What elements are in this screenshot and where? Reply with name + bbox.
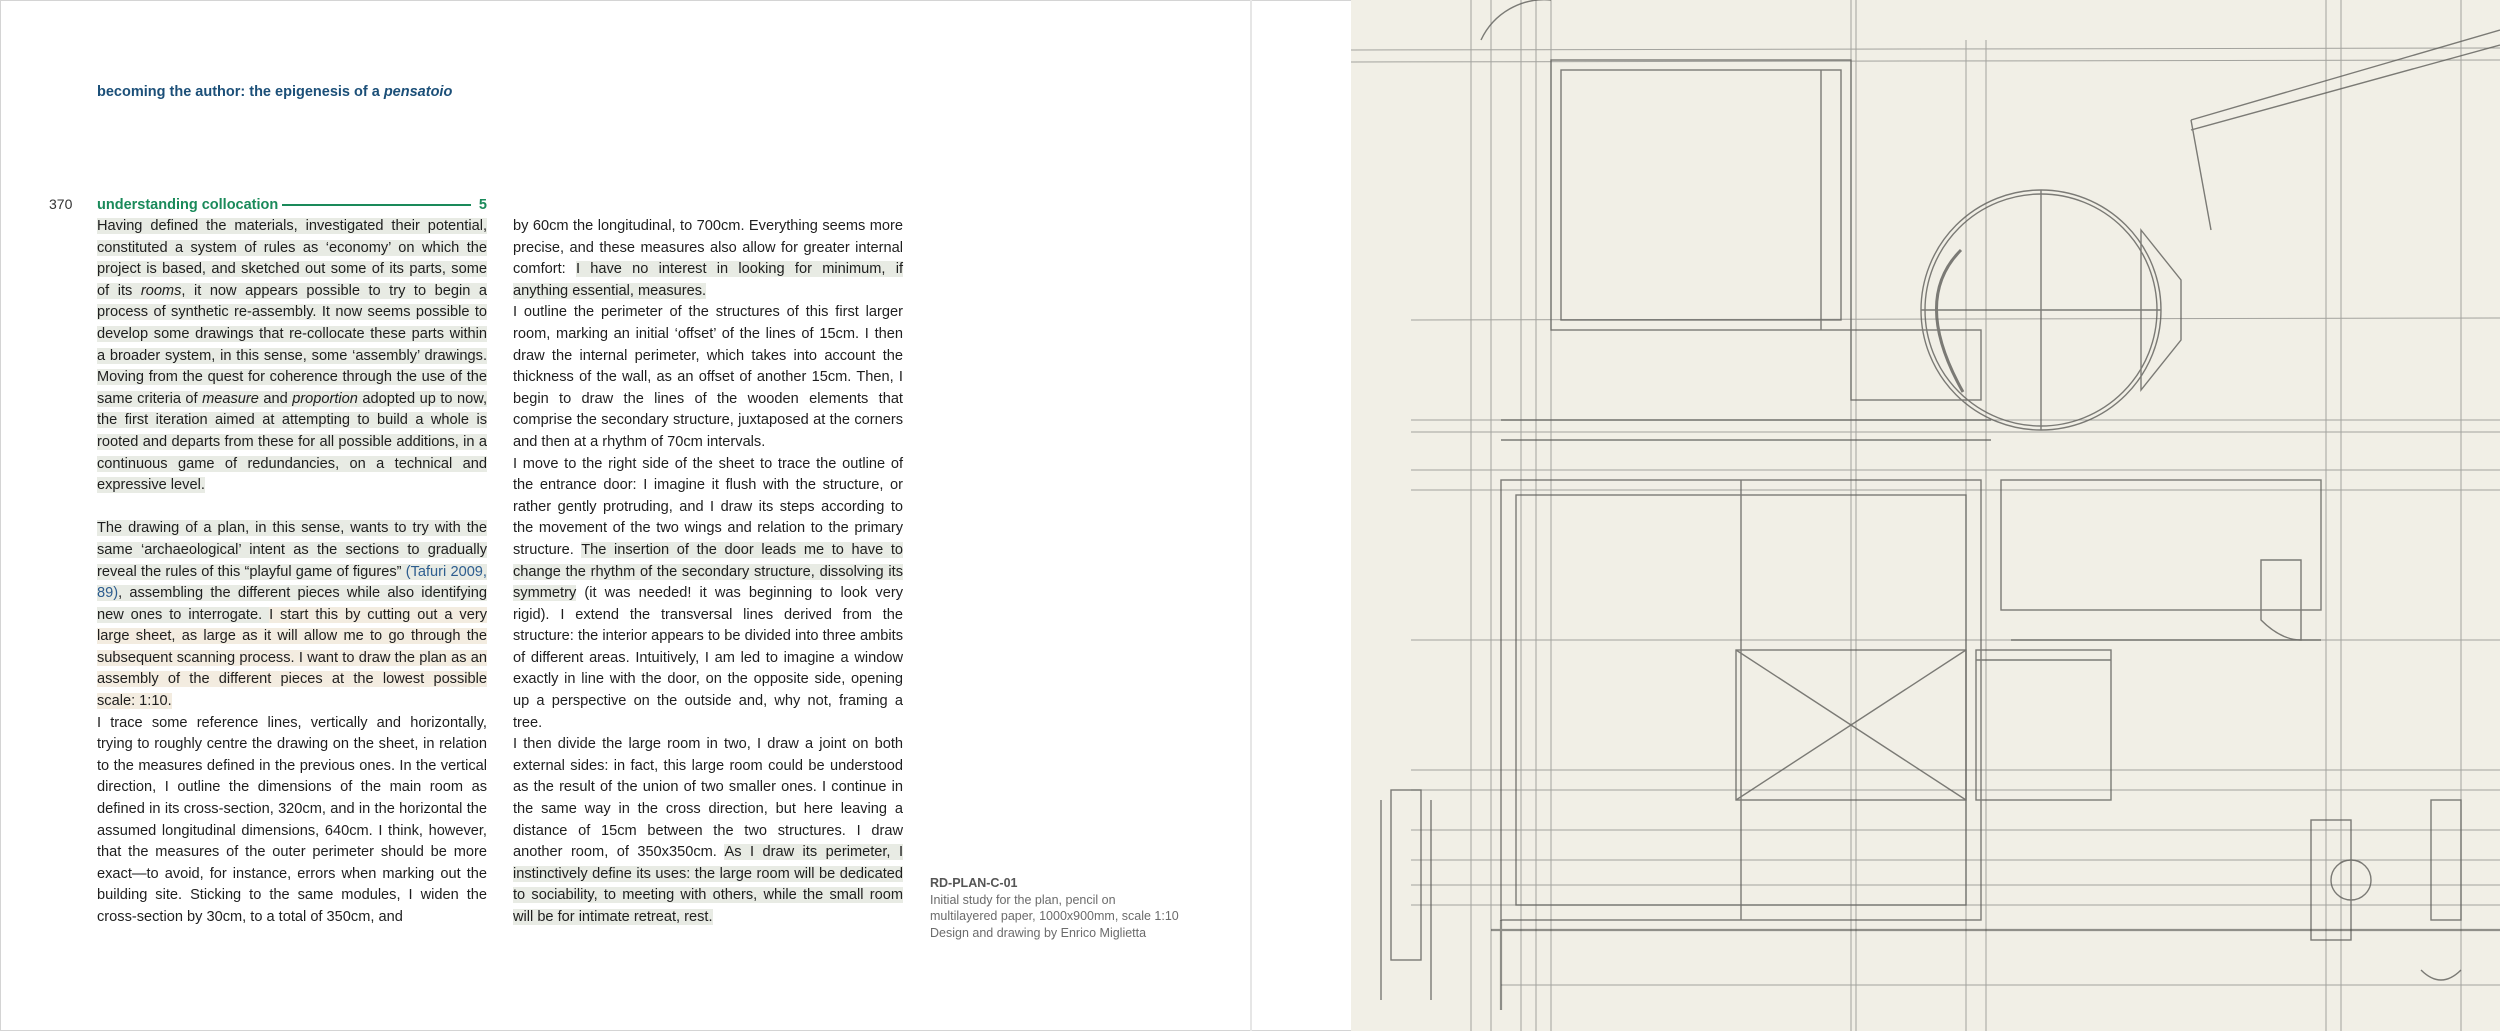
caption-code: RD-PLAN-C-01 [930,876,1018,890]
plan-drawing [1351,0,2500,1031]
text-column-2 [513,216,903,929]
caption-line: Initial study for the plan, pencil on [930,892,1116,907]
caption-line: Design and drawing by Enrico Miglietta [930,925,1147,940]
paragraph: I then divide the large room in two, I draw a joint on both external sides: in fact, this large room could be understood as the result of the union of two smaller ones. I continue in the same way in the cross direction, but here leaving a distance of 15cm between the two structures. I draw another room, of 350x350cm. As I draw its perimeter, I instinctively define its uses: the large room will be dedicated to sociability, to meeting with others, while the small room will be for intimate retreat, rest. [513,736,903,925]
page-number: 370 [49,196,73,212]
pencil-plan-sketch [1351,0,2500,1031]
section-title: understanding collocation [97,197,279,213]
section-rule [282,204,471,206]
paragraph [97,216,487,497]
paragraph: I trace some reference lines, vertically and horizontally, trying to roughly centre the drawing on the sheet, in relation to the measures defined in the previous ones. In the vertical direction, I outline the dimensions of the main room as defined in its cross-section, 320cm, and in the horizontal the assumed longitudinal dimensions, 640cm. I think, however, that the measures of the outer perimeter should be more exact—to avoid, for instance, errors when marking out the building site. Sticking to the same modules, I widen the cross-section by 30cm, to a total of 350cm, and [97,714,487,925]
page-gutter [1250,0,1252,1031]
paragraph: I move to the right side of the sheet to trace the outline of the entrance door: I imagine it flush with the structure, or rather gently protruding, and I draw its steps according to the movement of the two wings and relation to the primary structure. The insertion of the door leads me to have to change the rhythm of the secondary structure, dissolving its symmetry (it was needed! it was beginning to look very rigid). I extend the transversal lines derived from the structure: the interior appears to be divided into three ambits of different areas. Intuitively, I am led to imagine a window exactly in line with the door, on the opposite side, opening up a perspective on the outside and, why not, framing a tree. [513,455,903,731]
section-number: 5 [478,197,487,213]
citation: (Tafuri 2009, 89) [97,563,487,602]
highlighted-text: I start this by cutting out a very large sheet, as large as it will allow me to go through the subsequent scanning process. I want to draw the plan as an assembly of the different pieces at the lowest possible scale: 1:10. [97,606,487,710]
highlighted-text: Having defined the materials, investigated their potential, constituted a system of rules as ‘economy’ on which the project is based, and sketched out some of its parts, some of its rooms, it now appears possible to try to begin a process of synthetic re-assembly. It now seems possible to develop some drawings that re-collocate these parts within a broader system, in this sense, some ‘assembly’ drawings. Moving from the quest for coherence through the use of the same criteria of measure and proportion adopted up to now, the first iteration aimed at attempting to build a whole is rooted and departs from these for all possible additions, in a continuous game of redundancies, on a technical and expressive level. [97,218,487,494]
highlighted-text: As I draw its perimeter, I instinctively define its uses: the large room will be dedicated to sociability, to meeting with others, while the small room will be for intimate retreat, rest. [513,844,903,925]
running-head: becoming the author: the epigenesis of a pensatoio [97,84,453,100]
paragraph: by 60cm the longitudinal, to 700cm. Everything seems more precise, and these measures also allow for greater internal comfort: I have no interest in looking for minimum, if anything essential, measures. [513,218,903,299]
highlighted-text: The insertion of the door leads me to have to change the rhythm of the secondary structure, dissolving its symmetry [513,541,903,602]
text-column-1 [97,216,487,929]
caption-line: multilayered paper, 1000x900mm, scale 1:10 [930,909,1179,923]
highlighted-text: I have no interest in looking for minimum, if anything essential, measures. [513,261,903,299]
paragraph: I outline the perimeter of the structures of this first larger room, marking an initial ‘offset’ of the lines of 15cm. I then draw the internal perimeter, which takes into account the thickness of the wall, as an offset of another 15cm. Then, I begin to draw the lines of the wooden elements that comprise the secondary structure, juxtaposed at the corners and then at a rhythm of 70cm intervals. [513,304,903,450]
paragraph [97,518,487,712]
figure-caption [930,875,1200,941]
section-heading [97,195,487,215]
highlighted-text: The drawing of a plan, in this sense, wants to try with the same ‘archaeological’ intent as the sections to gradually reveal the rules of this “playful game of figures” (Tafuri 2009, 89), assembling the different pieces while also identifying new ones to interrogate. [97,520,487,623]
